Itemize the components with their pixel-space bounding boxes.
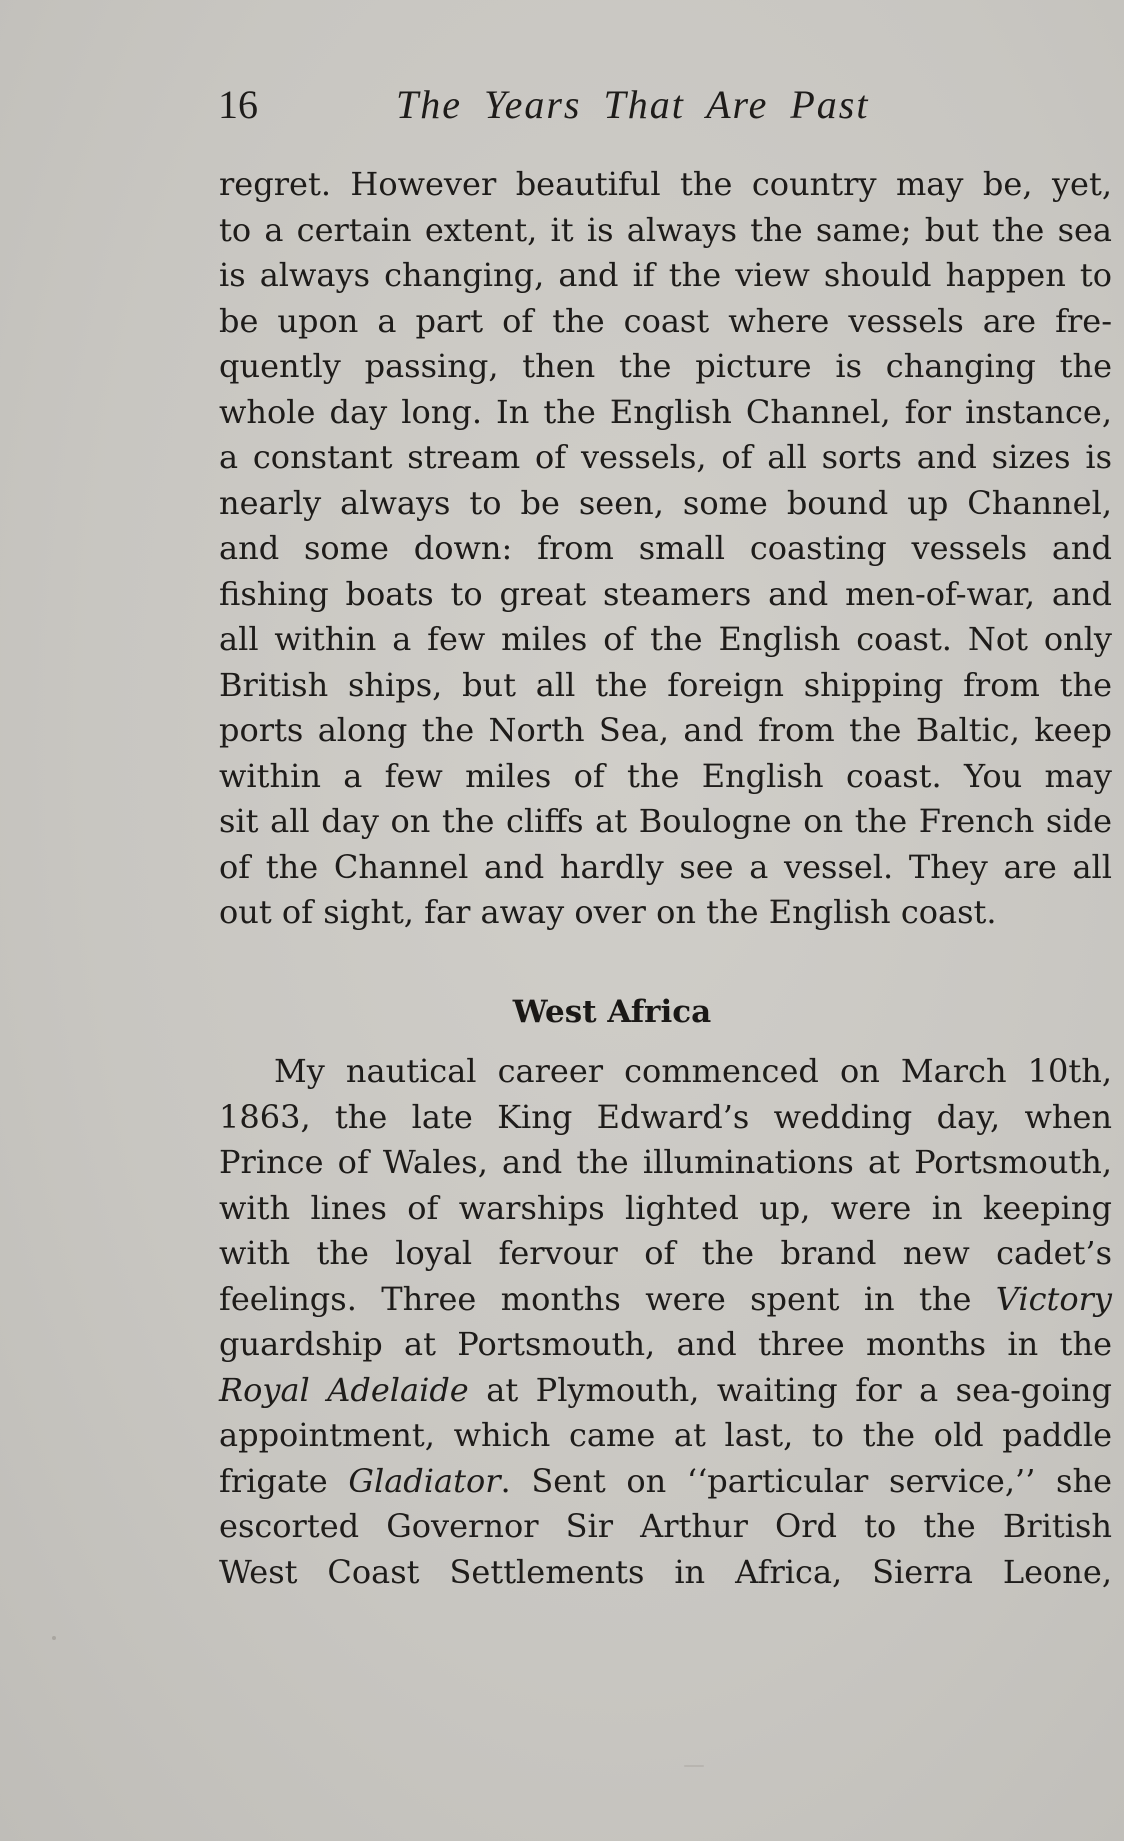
paper-speck <box>52 1636 56 1640</box>
section-heading: West Africa <box>512 994 712 1030</box>
text-line: to a certain extent, it is always the same; but the sea <box>219 210 1112 249</box>
text-line: 1863, the late King Edward’s wedding day, when <box>219 1097 1112 1136</box>
text-line: quently passing, then the picture is changing the <box>219 347 1112 385</box>
text-line: regret. However beautiful the country may be, yet, <box>219 165 1112 203</box>
text-line: British ships, but all the foreign shipping from the <box>219 665 1112 704</box>
paragraph-second <box>219 1049 1112 1595</box>
text-line: My nautical career commenced on March 10th, <box>274 1052 1112 1090</box>
ship-name-italic: Victory <box>995 1279 1112 1318</box>
paragraph-first <box>219 162 1112 936</box>
text-line: with the loyal fervour of the brand new cadet’s <box>219 1234 1112 1272</box>
page-header <box>218 80 933 130</box>
text-line <box>219 1459 1112 1505</box>
text-line: Prince of Wales, and the illuminations at Portsmouth, <box>219 1143 1112 1181</box>
text-line: all within a few miles of the English coast. Not only <box>219 620 1112 658</box>
text-line: West Coast Settlements in Africa, Sierra Leone, <box>219 1552 1112 1591</box>
text-line <box>219 1277 1112 1323</box>
text-line: sit all day on the cliffs at Boulogne on the French side <box>219 802 1112 840</box>
text-line: within a few miles of the English coast. You may <box>219 756 1112 795</box>
page-number: 16 <box>218 82 258 127</box>
text-line: guardship at Portsmouth, and three months in the <box>219 1325 1112 1363</box>
text-line: fishing boats to great steamers and men-of-war, and <box>219 574 1112 613</box>
text-line: and some down: from small coasting vessels and <box>219 529 1112 567</box>
text-line: a constant stream of vessels, of all sorts and sizes is <box>219 438 1112 476</box>
text-run: feelings. Three months were spent in the <box>219 1279 996 1318</box>
ship-name-italic: Royal Adelaide <box>219 1370 469 1409</box>
text-line: with lines of warships lighted up, were in keeping <box>219 1188 1112 1227</box>
text-line <box>219 1368 1112 1414</box>
text-line: out of sight, far away over on the English coast. <box>219 893 997 931</box>
text-run: . Sent on ‘‘particular service,’’ she <box>500 1461 1113 1500</box>
ship-name-italic: Gladiator <box>348 1461 501 1500</box>
text-line: nearly always to be seen, some bound up Channel, <box>219 483 1112 522</box>
text-run: frigate <box>219 1461 349 1500</box>
paper-speck <box>684 1765 704 1767</box>
text-line: escorted Governor Sir Arthur Ord to the British <box>219 1507 1112 1545</box>
text-run: at Plymouth, waiting for a sea-going <box>468 1370 1113 1409</box>
text-line: appointment, which came at last, to the old paddle <box>219 1416 1112 1454</box>
text-line: be upon a part of the coast where vessels are fre- <box>219 301 1112 340</box>
text-line: is always changing, and if the view should happen to <box>219 256 1112 294</box>
text-line: of the Channel and hardly see a vessel. They are all <box>219 847 1112 886</box>
text-line: ports along the North Sea, and from the Baltic, keep <box>219 711 1112 749</box>
running-title: The Years That Are Past <box>396 82 870 127</box>
text-line: whole day long. In the English Channel, for instance, <box>219 392 1112 431</box>
